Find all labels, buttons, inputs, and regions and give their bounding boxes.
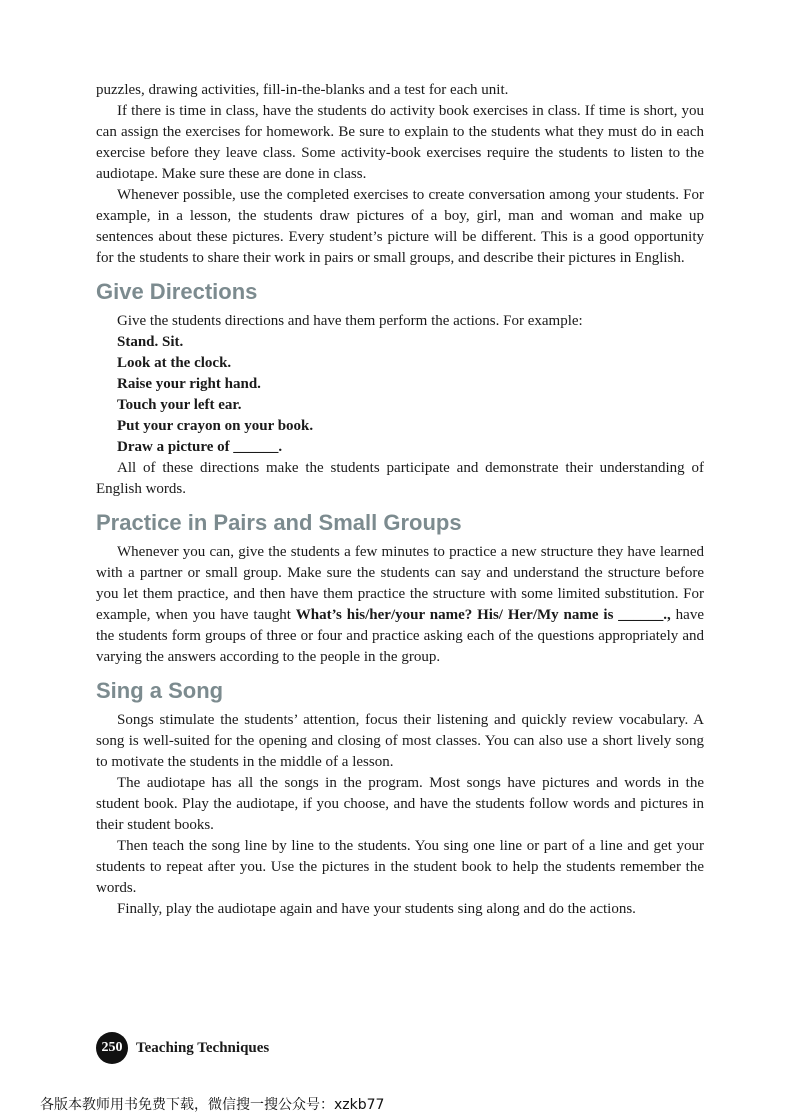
song-paragraph-2: The audiotape has all the songs in the program. Most songs have pictures and words in the student book. Play the audiotape, if you choose, and have the students follow words and pictures in their student books. — [96, 775, 704, 833]
direction-item-1: Stand. Sit. — [117, 334, 184, 350]
pairs-paragraph — [96, 542, 704, 668]
give-directions-heading: Give Directions — [96, 279, 258, 304]
pairs-heading: Practice in Pairs and Small Groups — [96, 510, 462, 535]
song-paragraph-4: Finally, play the audiotape again and have your students sing along and do the actions. — [117, 901, 636, 917]
page-content — [96, 80, 704, 920]
direction-item-3: Raise your right hand. — [117, 376, 261, 392]
direction-item-2: Look at the clock. — [117, 355, 232, 371]
draw-blank: ______ — [233, 439, 279, 455]
give-directions-closing: All of these directions make the students participate and demonstrate their understanding of English words. — [96, 460, 704, 497]
direction-item-draw — [96, 437, 704, 458]
pairs-text-before: Whenever you can, give the students a few minutes to practice a new structure they have learned with a partner or small group. Make sure the students can say and understand the structure before you let them practice, and then have them practice the structure with some limited substitution. For example, when you have taught — [96, 544, 704, 623]
direction-item-4: Touch your left ear. — [117, 397, 242, 413]
watermark-text: 各版本教师用书免费下载，微信搜一搜公众号：xzkb77 — [40, 1097, 385, 1113]
direction-item-5: Put your crayon on your book. — [117, 418, 314, 434]
page-number-badge: 250 — [96, 1032, 128, 1064]
intro-paragraph-3: Whenever possible, use the completed exercises to create conversation among your students. For example, in a lesson, the students draw pictures of a boy, girl, man and woman and make up sentences about these pictures. Every student’s picture will be different. This is a good opportunity for the students to share their work in pairs or small groups, and describe their pictures in English. — [96, 187, 704, 266]
give-directions-intro: Give the students directions and have them perform the actions. For example: — [117, 313, 583, 329]
draw-suffix: . — [278, 439, 283, 455]
pairs-bold-suffix: ., — [663, 607, 671, 623]
pairs-blank: ______ — [618, 607, 664, 623]
pairs-bold-phrase: What’s his/her/your name? His/ Her/My name is — [295, 607, 619, 623]
song-paragraph-3: Then teach the song line by line to the students. You sing one line or part of a line and get your students to repeat after you. Use the pictures in the student book to help the students remember the words. — [96, 838, 704, 896]
intro-paragraph-1: puzzles, drawing activities, fill-in-the-blanks and a test for each unit. — [96, 82, 509, 98]
intro-paragraph-2: If there is time in class, have the students do activity book exercises in class. If time is short, you can assign the exercises for homework. Be sure to explain to the students what they must do in each exercise before they leave class. Some activity-book exercises require the students to listen to the audiotape. Make sure these are done in class. — [96, 103, 704, 182]
footer-section-name: Teaching Techniques — [136, 1039, 270, 1056]
pairs-text-after: have the students form groups of three or four and practice asking each of the questions appropriately and varying the answers according to the people in the group. — [96, 607, 704, 665]
page-footer — [96, 1032, 269, 1064]
song-heading: Sing a Song — [96, 678, 224, 703]
draw-prefix: Draw a picture of — [117, 439, 234, 455]
song-paragraph-1: Songs stimulate the students’ attention, focus their listening and quickly review vocabulary. A song is well-suited for the opening and closing of most classes. You can also use a short lively song to motivate the students in the middle of a lesson. — [96, 712, 704, 770]
